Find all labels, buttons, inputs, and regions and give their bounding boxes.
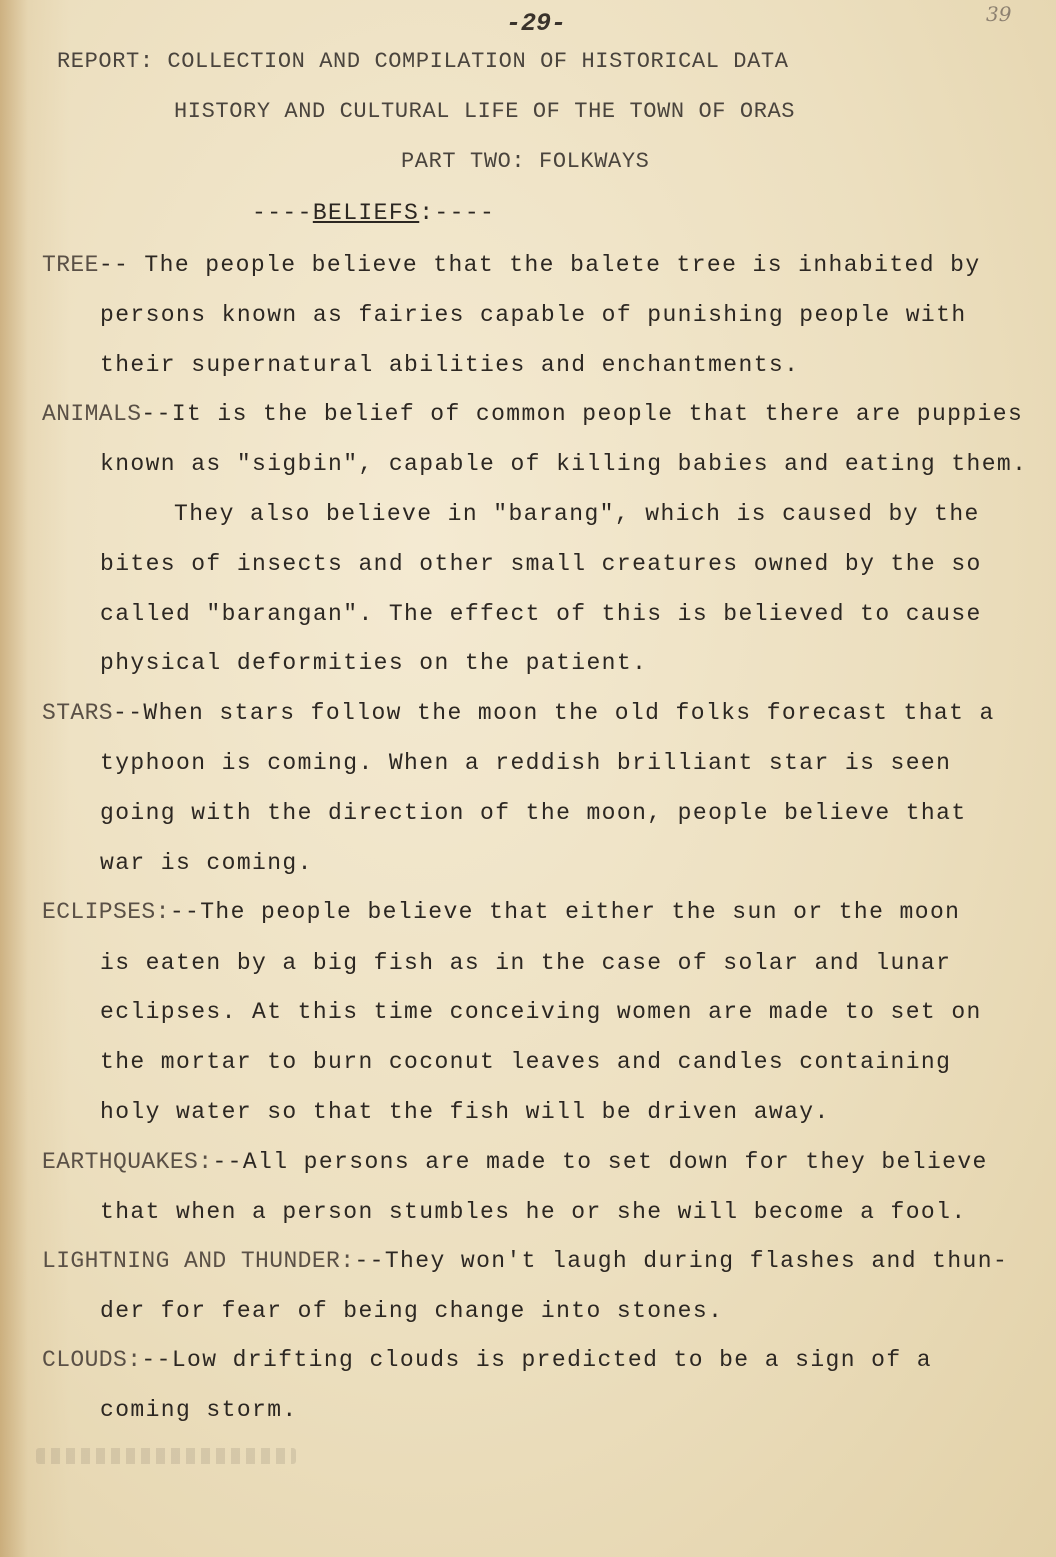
section-title: BELIEFS bbox=[312, 200, 420, 226]
bleed-through-smudge bbox=[36, 1448, 296, 1464]
report-title: REPORT: COLLECTION AND COMPILATION OF HISTORICAL DATA bbox=[57, 49, 789, 74]
entry-stars-line-4: war is coming. bbox=[100, 850, 313, 876]
entry-stars-label: STARS bbox=[42, 700, 114, 726]
entry-clouds-label: CLOUDS: bbox=[42, 1347, 142, 1373]
entry-animals-line-6: physical deformities on the patient. bbox=[100, 650, 648, 676]
entry-clouds-line-2: coming storm. bbox=[100, 1397, 298, 1423]
entry-lightning-line-2: der for fear of being change into stones. bbox=[100, 1298, 724, 1324]
entry-eclipses-label: ECLIPSES: bbox=[42, 899, 170, 925]
entry-clouds-text: --Low drifting clouds is predicted to be a sign of a bbox=[141, 1347, 932, 1373]
entry-eclipses-line-4: the mortar to burn coconut leaves and candles containing bbox=[100, 1049, 952, 1075]
entry-stars-line-2: typhoon is coming. When a reddish brilliant star is seen bbox=[100, 750, 952, 776]
entry-stars-text: --When stars follow the moon the old folks forecast that a bbox=[113, 700, 995, 726]
entry-animals-line-1 bbox=[42, 403, 1023, 426]
entry-animals-line-4: bites of insects and other small creatures owned by the so bbox=[100, 551, 982, 577]
entry-animals-line-5: called "barangan". The effect of this is believed to cause bbox=[100, 601, 982, 627]
entry-stars-line-1 bbox=[42, 702, 995, 725]
entry-lightning-text: --They won't laugh during flashes and thun- bbox=[354, 1248, 1009, 1274]
entry-earthquakes-text: --All persons are made to set down for they believe bbox=[212, 1149, 988, 1175]
entry-clouds-line-1 bbox=[42, 1349, 932, 1372]
entry-tree-line-1 bbox=[42, 254, 981, 277]
entry-animals-line-2: known as "sigbin", capable of killing babies and eating them. bbox=[100, 451, 1028, 477]
report-part: PART TWO: FOLKWAYS bbox=[401, 149, 650, 174]
page-number: -29- bbox=[506, 9, 567, 38]
entry-eclipses-line-3: eclipses. At this time conceiving women are made to set on bbox=[100, 999, 982, 1025]
entry-eclipses-line-1 bbox=[42, 901, 960, 924]
entry-tree-line-2: persons known as fairies capable of punishing people with bbox=[100, 302, 967, 328]
entry-animals-text: --It is the belief of common people that there are puppies bbox=[141, 401, 1024, 427]
entry-tree-label: TREE bbox=[42, 252, 99, 278]
section-dashes-left: ---- bbox=[252, 200, 313, 226]
entry-lightning-line-1 bbox=[42, 1250, 1008, 1273]
entry-earthquakes-label: EARTHQUAKES: bbox=[42, 1149, 213, 1175]
entry-lightning-label: LIGHTNING AND THUNDER: bbox=[42, 1248, 355, 1274]
entry-animals-label: ANIMALS bbox=[42, 401, 142, 427]
entry-earthquakes-line-1 bbox=[42, 1151, 988, 1174]
section-heading bbox=[252, 202, 495, 225]
entry-eclipses-line-2: is eaten by a big fish as in the case of solar and lunar bbox=[100, 950, 952, 976]
entry-animals-line-3: They also believe in "barang", which is caused by the bbox=[174, 501, 980, 527]
entry-tree-line-3: their supernatural abilities and enchantments. bbox=[100, 352, 800, 378]
section-dashes-right: :---- bbox=[419, 200, 496, 226]
report-subtitle: HISTORY AND CULTURAL LIFE OF THE TOWN OF ORAS bbox=[174, 99, 796, 124]
entry-stars-line-3: going with the direction of the moon, people believe that bbox=[100, 800, 967, 826]
entry-eclipses-line-5: holy water so that the fish will be driven away. bbox=[100, 1099, 830, 1125]
entry-earthquakes-line-2: that when a person stumbles he or she will become a fool. bbox=[100, 1199, 967, 1225]
entry-eclipses-text: --The people believe that either the sun or the moon bbox=[169, 899, 961, 925]
entry-tree-text: -- The people believe that the balete tree is inhabited by bbox=[98, 252, 981, 278]
corner-page-mark: 39 bbox=[986, 2, 1012, 26]
